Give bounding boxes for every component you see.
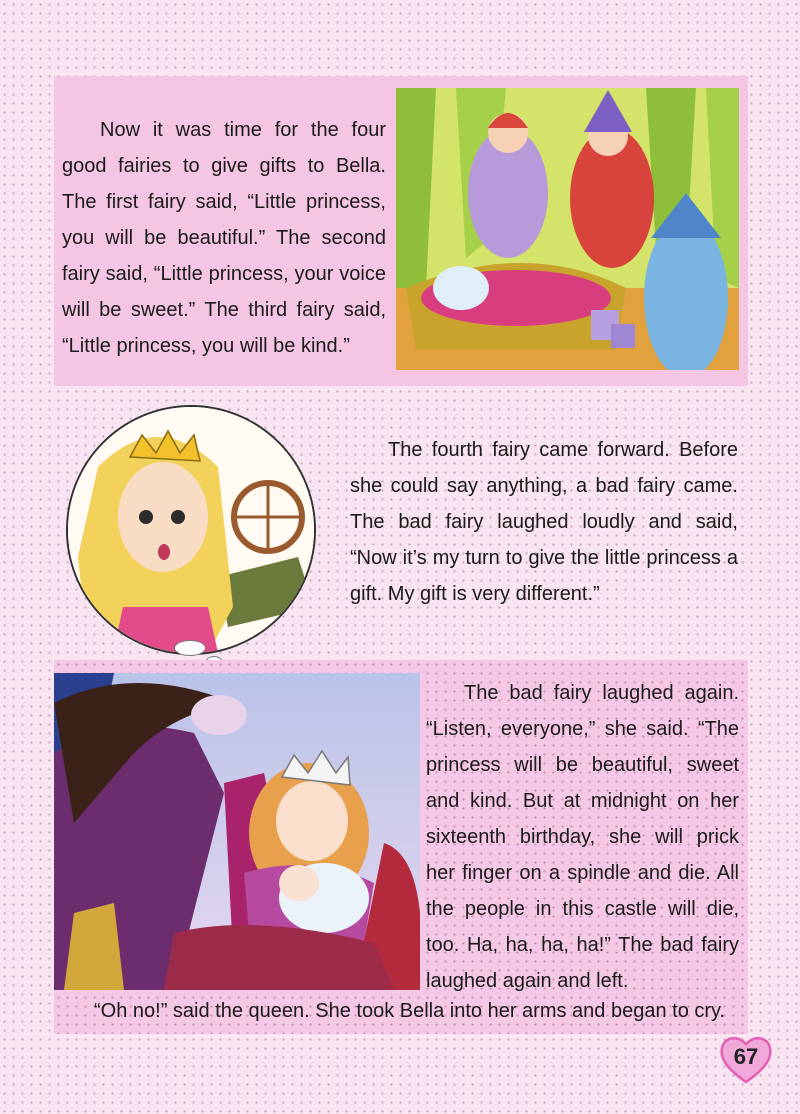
- page-number: 67: [733, 1044, 759, 1069]
- story-paragraph-2: The fourth fairy came forward. Before she could say anything, a bad fairy came. The bad fairy laughed loudly and said, “Now it’s my turn to give the little princess a gift. My gift is very different.”: [350, 439, 738, 605]
- story-paragraph-3: The bad fairy laughed again. “Listen, everyone,” she said. “The princess will be beautiful, sweet and kind. But at midnight on her sixteenth birthday, she will prick her finger on a spindle and die. All the people in this castle will die, too. Ha, ha, ha, ha!” The bad fairy laughed again and left.: [426, 682, 739, 992]
- story-paragraph-4: “Oh no!” said the queen. She took Bella into her arms and began to cry.: [94, 1000, 726, 1022]
- page-number-badge: [718, 1030, 774, 1086]
- bad-fairy-over-queen-illustration: [54, 673, 420, 990]
- princess-at-spinning-wheel-illustration: [66, 405, 316, 655]
- thought-bubble-small: [174, 640, 206, 656]
- fairies-around-cradle-illustration: [396, 88, 739, 370]
- story-paragraph-1: Now it was time for the four good fairies to give gifts to Bella. The first fairy said, “Little princess, you will be beautiful.” The second fairy said, “Little princess, your voice will be sweet.” The third fairy said, “Little princess, you will be kind.”: [62, 119, 386, 357]
